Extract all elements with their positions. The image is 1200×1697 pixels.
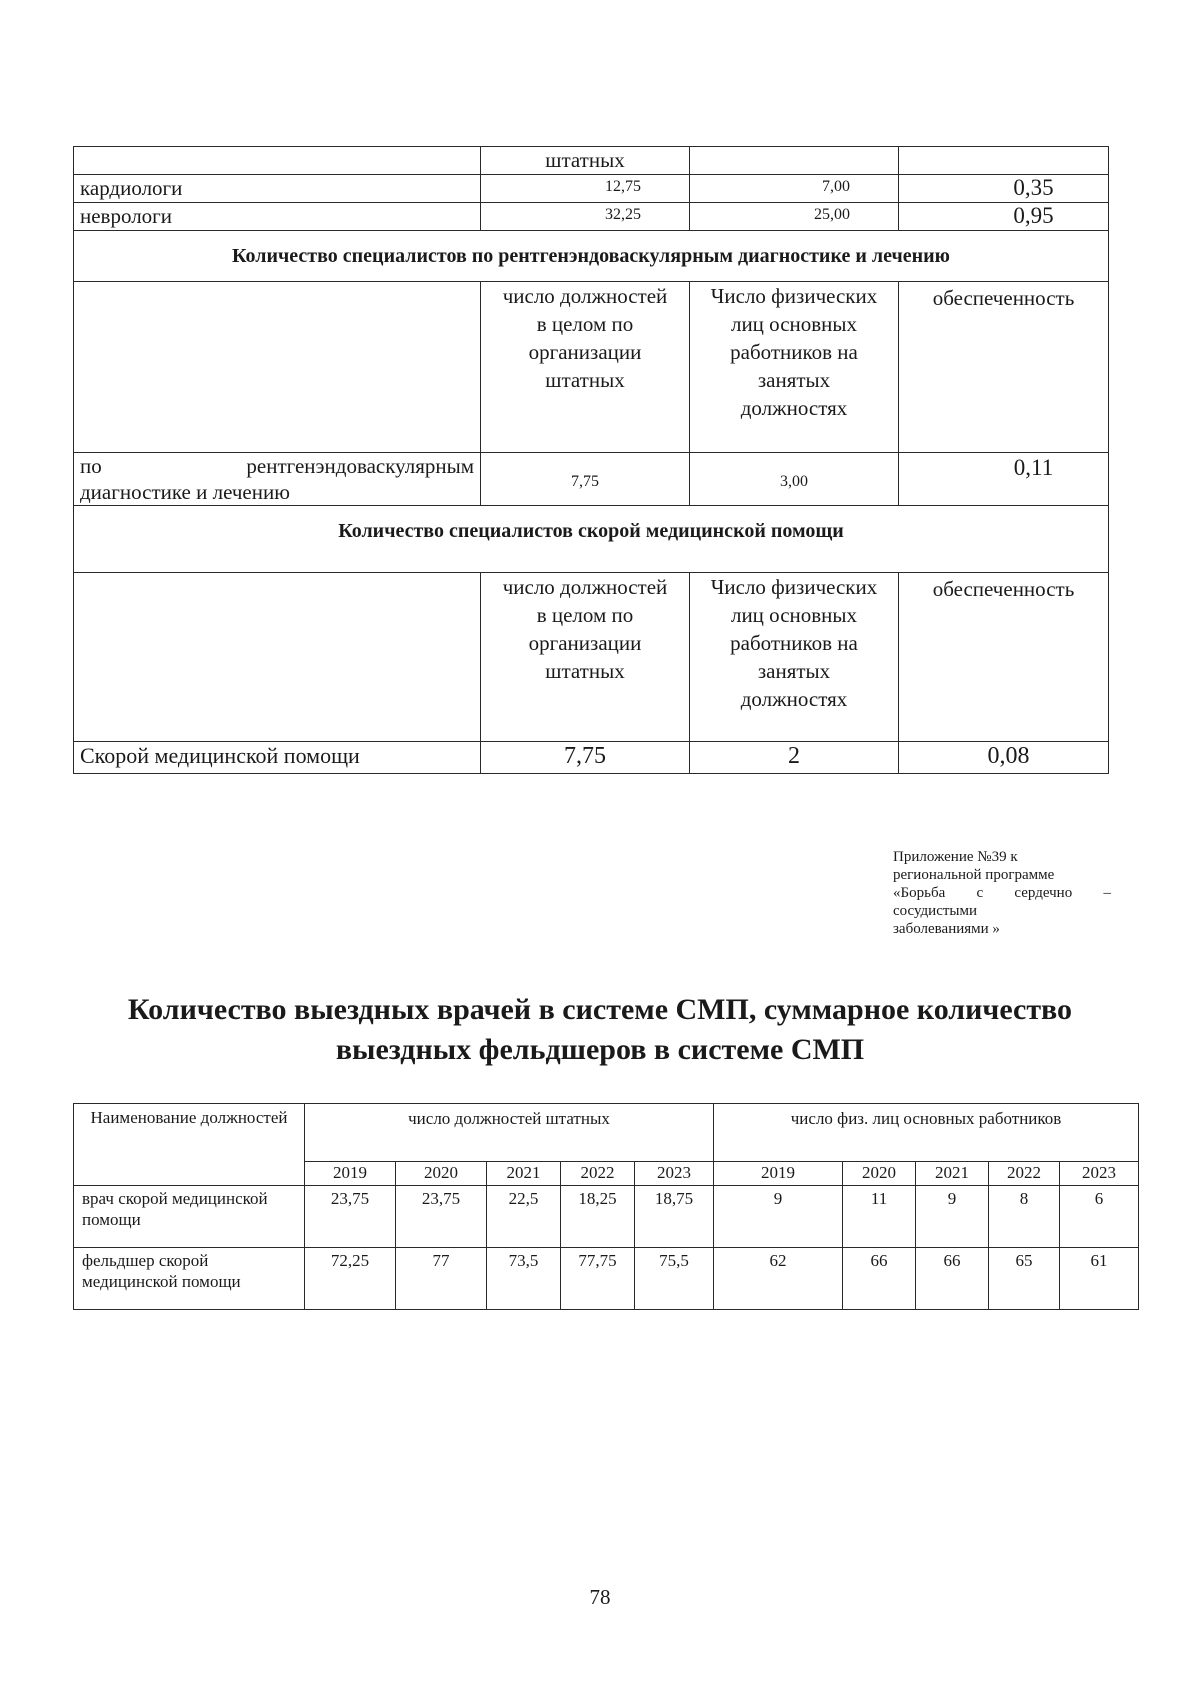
row-name: кардиологи xyxy=(74,175,481,203)
row-name-part: рентгенэндоваскулярным xyxy=(246,454,474,478)
col-header-positions: число должностей в целом по организации штатных xyxy=(481,282,690,453)
appendix-line: заболеваниями » xyxy=(893,921,1000,937)
col-header-coverage: обеспеченность xyxy=(899,282,1109,453)
section-title-row xyxy=(74,506,1109,573)
coverage-value: 0,95 xyxy=(899,203,1109,231)
section-title-ems: Количество специалистов скорой медицинской помощи xyxy=(74,506,1109,573)
appendix-word: сердечно xyxy=(1014,885,1073,901)
appendix-line: Приложение №39 к xyxy=(893,849,1018,865)
persons-value: 61 xyxy=(1060,1248,1139,1310)
table-row-doctor xyxy=(74,1186,1139,1248)
header-tail-cell: штатных xyxy=(481,147,690,175)
year-header: 2019 xyxy=(714,1162,843,1186)
title-line: выездных фельдшеров в системе СМП xyxy=(335,1033,865,1066)
year-header: 2020 xyxy=(396,1162,487,1186)
empty-cell xyxy=(74,282,481,453)
page-title xyxy=(40,990,1160,1070)
persons-value: 2 xyxy=(690,742,899,774)
row-name: Скорой медицинской помощи xyxy=(74,742,481,774)
positions-value: 7,75 xyxy=(481,453,690,506)
year-header: 2019 xyxy=(305,1162,396,1186)
positions-value: 23,75 xyxy=(305,1186,396,1248)
persons-value: 8 xyxy=(989,1186,1060,1248)
year-header: 2023 xyxy=(635,1162,714,1186)
table-row-ems xyxy=(74,742,1109,774)
empty-cell xyxy=(690,147,899,175)
section-header-row xyxy=(74,282,1109,453)
continued-header-row xyxy=(74,147,1109,175)
appendix-line xyxy=(893,884,1111,902)
positions-value: 18,25 xyxy=(561,1186,635,1248)
year-header: 2022 xyxy=(989,1162,1060,1186)
year-header: 2023 xyxy=(1060,1162,1139,1186)
positions-value: 75,5 xyxy=(635,1248,714,1310)
col-header-coverage: обеспеченность xyxy=(899,573,1109,742)
appendix-word: «Борьба xyxy=(893,885,946,901)
positions-value: 22,5 xyxy=(487,1186,561,1248)
persons-value: 65 xyxy=(989,1248,1060,1310)
positions-value: 18,75 xyxy=(635,1186,714,1248)
positions-value: 77,75 xyxy=(561,1248,635,1310)
title-line: Количество выездных врачей в системе СМП, суммарное количество xyxy=(127,993,1073,1026)
row-name xyxy=(74,453,481,506)
table-row-paramedic xyxy=(74,1248,1139,1310)
col-header-name: Наименование должностей xyxy=(74,1104,305,1186)
specialists-table xyxy=(73,146,1109,774)
table-row-xray xyxy=(74,453,1109,506)
year-header: 2021 xyxy=(916,1162,989,1186)
persons-value: 11 xyxy=(843,1186,916,1248)
row-name: фельдшер скорой медицинской помощи xyxy=(74,1248,305,1310)
year-header: 2022 xyxy=(561,1162,635,1186)
persons-value: 62 xyxy=(714,1248,843,1310)
year-header: 2020 xyxy=(843,1162,916,1186)
page-number: 78 xyxy=(589,1585,611,1609)
persons-value: 6 xyxy=(1060,1186,1139,1248)
col-group-persons: число физ. лиц основных работников xyxy=(714,1104,1139,1162)
positions-value: 72,25 xyxy=(305,1248,396,1310)
positions-value: 12,75 xyxy=(481,175,690,203)
positions-value: 73,5 xyxy=(487,1248,561,1310)
col-header-persons: Число физических лиц основных работников на занятых должностях xyxy=(690,282,899,453)
section-title-xray: Количество специалистов по рентгенэндоваскулярным диагностике и лечению xyxy=(74,231,1109,282)
col-group-positions: число должностей штатных xyxy=(305,1104,714,1162)
empty-cell xyxy=(899,147,1109,175)
col-header-positions: число должностей в целом по организации штатных xyxy=(481,573,690,742)
year-header: 2021 xyxy=(487,1162,561,1186)
appendix-line: региональной программе xyxy=(893,867,1055,883)
positions-value: 7,75 xyxy=(481,742,690,774)
coverage-value: 0,11 xyxy=(899,453,1109,506)
persons-value: 3,00 xyxy=(690,453,899,506)
row-name-part: диагностике и лечению xyxy=(80,480,290,504)
coverage-value: 0,08 xyxy=(899,742,1109,774)
persons-value: 9 xyxy=(714,1186,843,1248)
persons-value: 66 xyxy=(916,1248,989,1310)
positions-value: 77 xyxy=(396,1248,487,1310)
header-row xyxy=(74,1104,1139,1162)
appendix-note xyxy=(893,848,1111,938)
positions-value: 32,25 xyxy=(481,203,690,231)
positions-value: 23,75 xyxy=(396,1186,487,1248)
section-title-row xyxy=(74,231,1109,282)
coverage-value: 0,35 xyxy=(899,175,1109,203)
ems-staff-table xyxy=(73,1103,1139,1310)
appendix-line: сосудистыми xyxy=(893,903,978,919)
persons-value: 66 xyxy=(843,1248,916,1310)
col-header-persons: Число физических лиц основных работников на занятых должностях xyxy=(690,573,899,742)
section-header-row xyxy=(74,573,1109,742)
row-name-part: по xyxy=(80,454,102,478)
empty-cell xyxy=(74,147,481,175)
table-row-neurologists xyxy=(74,203,1109,231)
table-row-cardiologists xyxy=(74,175,1109,203)
appendix-word: с xyxy=(976,885,984,901)
appendix-word: – xyxy=(1103,885,1111,901)
row-name: врач скорой медицинской помощи xyxy=(74,1186,305,1248)
persons-value: 7,00 xyxy=(690,175,899,203)
persons-value: 9 xyxy=(916,1186,989,1248)
row-name: неврологи xyxy=(74,203,481,231)
empty-cell xyxy=(74,573,481,742)
persons-value: 25,00 xyxy=(690,203,899,231)
